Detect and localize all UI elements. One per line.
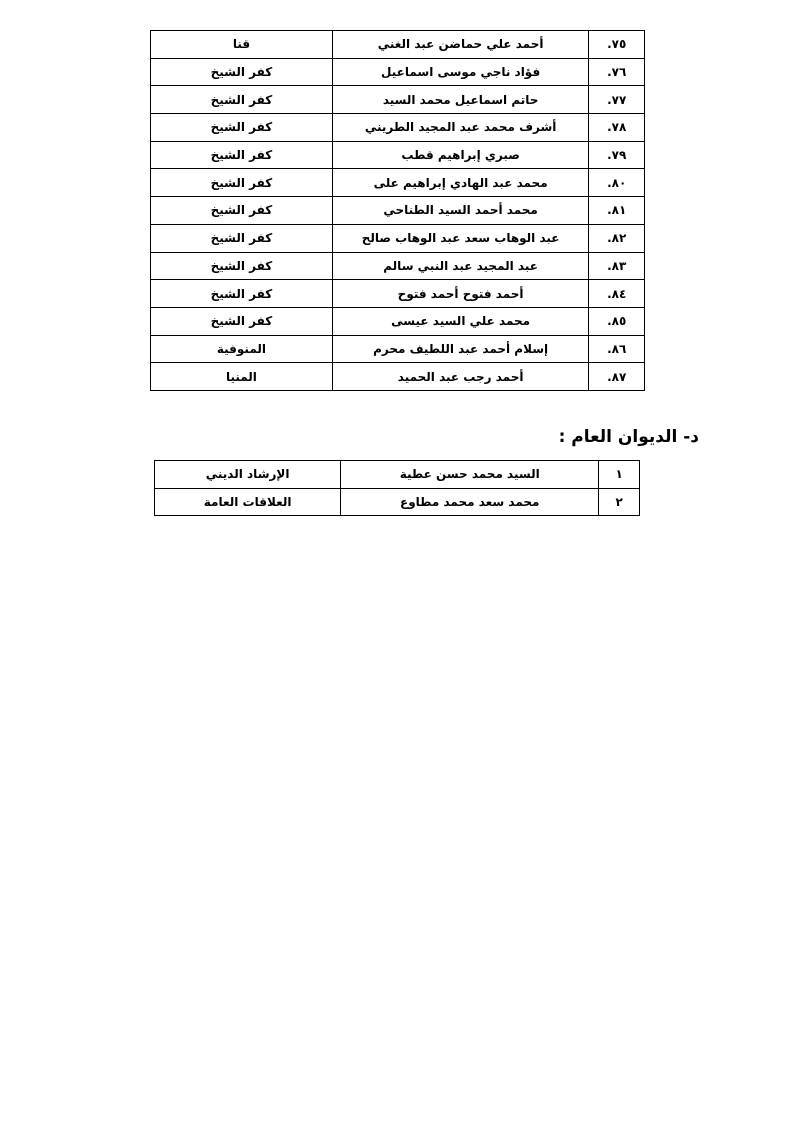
row-number: ١: [599, 461, 640, 489]
row-number: ٨٣.: [589, 252, 645, 280]
person-name: السيد محمد حسن عطية: [341, 461, 599, 489]
row-number: ٨٥.: [589, 307, 645, 335]
person-name: أشرف محمد عبد المجيد الطريني: [332, 114, 588, 142]
governorate: كفر الشيخ: [151, 169, 333, 197]
table-row: [151, 280, 645, 308]
governorate: كفر الشيخ: [151, 86, 333, 114]
table-row: [151, 169, 645, 197]
governorate: كفر الشيخ: [151, 58, 333, 86]
row-number: ٨٠.: [589, 169, 645, 197]
person-name: محمد سعد محمد مطاوع: [341, 488, 599, 516]
table-row: [151, 307, 645, 335]
person-name: صبري إبراهيم قطب: [332, 141, 588, 169]
table-row: [151, 58, 645, 86]
table-row: [151, 86, 645, 114]
table-row: [151, 141, 645, 169]
person-name: عبد المجيد عبد النبي سالم: [332, 252, 588, 280]
row-number: ٨٧.: [589, 363, 645, 391]
governorate: كفر الشيخ: [151, 141, 333, 169]
table-row: [155, 461, 640, 489]
governorate: المنوفية: [151, 335, 333, 363]
table-row: [151, 224, 645, 252]
department: الإرشاد الديني: [155, 461, 341, 489]
row-number: ٧٧.: [589, 86, 645, 114]
governorate: كفر الشيخ: [151, 252, 333, 280]
row-number: ٧٩.: [589, 141, 645, 169]
table-row: [151, 363, 645, 391]
person-name: أحمد رجب عبد الحميد: [332, 363, 588, 391]
table-row: [151, 31, 645, 59]
governorate: كفر الشيخ: [151, 307, 333, 335]
person-name: محمد علي السيد عيسى: [332, 307, 588, 335]
table-row: [151, 335, 645, 363]
person-name: حاتم اسماعيل محمد السيد: [332, 86, 588, 114]
row-number: ٧٨.: [589, 114, 645, 142]
table-row: [155, 488, 640, 516]
person-name: إسلام أحمد عبد اللطيف محرم: [332, 335, 588, 363]
person-name: محمد أحمد السيد الطناحي: [332, 197, 588, 225]
person-name: محمد عبد الهادي إبراهيم على: [332, 169, 588, 197]
section-heading: د- الديوان العام :: [558, 427, 699, 447]
person-name: أحمد علي حماضن عبد الغني: [332, 31, 588, 59]
row-number: ٨٦.: [589, 335, 645, 363]
row-number: ٧٥.: [589, 31, 645, 59]
row-number: ٢: [599, 488, 640, 516]
table-row: [151, 252, 645, 280]
row-number: ٨١.: [589, 197, 645, 225]
governorate: كفر الشيخ: [151, 224, 333, 252]
person-name: عبد الوهاب سعد عبد الوهاب صالح: [332, 224, 588, 252]
governorate: كفر الشيخ: [151, 280, 333, 308]
row-number: ٨٤.: [589, 280, 645, 308]
diwan-table: [154, 460, 640, 516]
governorate: كفر الشيخ: [151, 114, 333, 142]
governorate: المنيا: [151, 363, 333, 391]
governorate: كفر الشيخ: [151, 197, 333, 225]
department: العلاقات العامة: [155, 488, 341, 516]
table-row: [151, 197, 645, 225]
row-number: ٧٦.: [589, 58, 645, 86]
person-name: فؤاد ناجي موسى اسماعيل: [332, 58, 588, 86]
row-number: ٨٢.: [589, 224, 645, 252]
table-row: [151, 114, 645, 142]
person-name: أحمد فتوح أحمد فتوح: [332, 280, 588, 308]
governorate: قنا: [151, 31, 333, 59]
names-table: [150, 30, 645, 391]
